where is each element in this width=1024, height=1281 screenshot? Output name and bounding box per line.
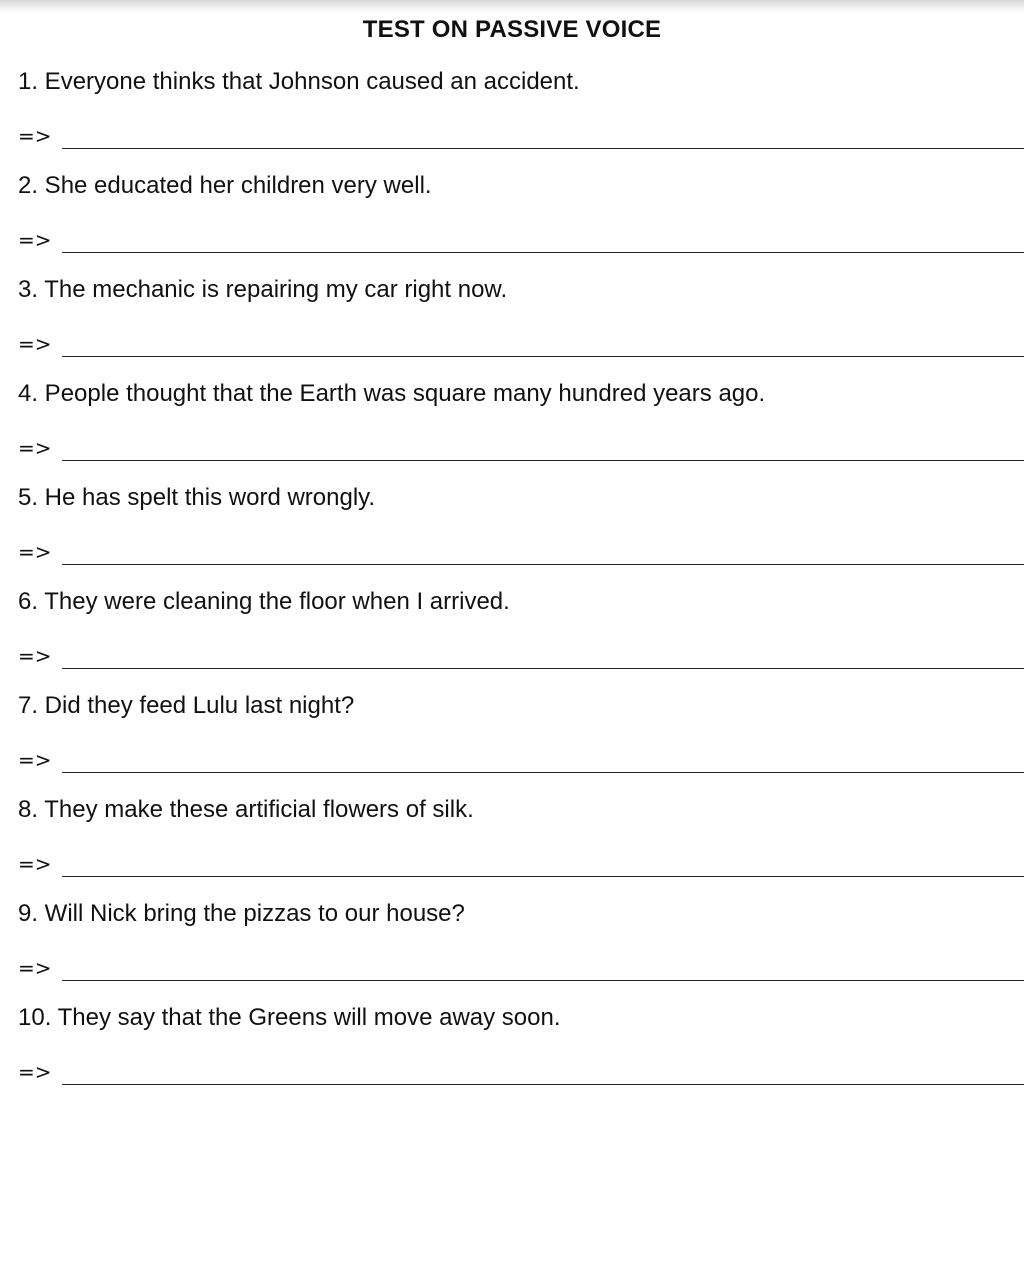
question-item xyxy=(0,686,1024,790)
answer-arrow: => xyxy=(18,228,52,252)
answer-row xyxy=(18,332,1024,362)
answer-arrow: => xyxy=(18,748,52,772)
question-item xyxy=(0,270,1024,374)
page-title: TEST ON PASSIVE VOICE xyxy=(362,16,662,43)
answer-blank-line[interactable] xyxy=(62,356,1024,357)
answer-blank-line[interactable] xyxy=(62,668,1024,669)
answer-arrow: => xyxy=(18,332,52,356)
answer-row xyxy=(18,124,1024,154)
answer-row xyxy=(18,644,1024,674)
question-item xyxy=(0,478,1024,582)
answer-arrow: => xyxy=(18,436,52,460)
answer-blank-line[interactable] xyxy=(62,564,1024,565)
answer-blank-line[interactable] xyxy=(62,148,1024,149)
question-text: 3. The mechanic is repairing my car right now. xyxy=(18,276,508,303)
answer-row xyxy=(18,228,1024,258)
question-text: 1. Everyone thinks that Johnson caused an accident. xyxy=(18,68,580,95)
answer-blank-line[interactable] xyxy=(62,772,1024,773)
question-text: 7. Did they feed Lulu last night? xyxy=(18,692,355,719)
question-text: 2. She educated her children very well. xyxy=(18,172,432,199)
page-top-shadow xyxy=(0,0,1024,12)
page-title-row xyxy=(0,16,1024,44)
answer-blank-line[interactable] xyxy=(62,980,1024,981)
answer-blank-line[interactable] xyxy=(62,460,1024,461)
question-item xyxy=(0,894,1024,998)
question-item xyxy=(0,582,1024,686)
answer-arrow: => xyxy=(18,1060,52,1084)
question-item xyxy=(0,790,1024,894)
question-text: 4. People thought that the Earth was square many hundred years ago. xyxy=(18,380,766,407)
question-item xyxy=(0,62,1024,166)
question-item xyxy=(0,166,1024,270)
answer-arrow: => xyxy=(18,956,52,980)
question-text: 5. He has spelt this word wrongly. xyxy=(18,484,376,511)
answer-blank-line[interactable] xyxy=(62,876,1024,877)
question-item xyxy=(0,374,1024,478)
answer-arrow: => xyxy=(18,644,52,668)
answer-row xyxy=(18,748,1024,778)
question-text: 6. They were cleaning the floor when I arrived. xyxy=(18,588,510,615)
answer-blank-line[interactable] xyxy=(62,1084,1024,1085)
question-text: 10. They say that the Greens will move away soon. xyxy=(18,1004,561,1031)
answer-row xyxy=(18,1060,1024,1090)
answer-row xyxy=(18,436,1024,466)
answer-row xyxy=(18,852,1024,882)
answer-arrow: => xyxy=(18,852,52,876)
answer-blank-line[interactable] xyxy=(62,252,1024,253)
answer-arrow: => xyxy=(18,124,52,148)
answer-row xyxy=(18,956,1024,986)
question-list xyxy=(0,62,1024,1102)
answer-row xyxy=(18,540,1024,570)
question-text: 9. Will Nick bring the pizzas to our house? xyxy=(18,900,465,927)
answer-arrow: => xyxy=(18,540,52,564)
question-item xyxy=(0,998,1024,1102)
question-text: 8. They make these artificial flowers of silk. xyxy=(18,796,474,823)
